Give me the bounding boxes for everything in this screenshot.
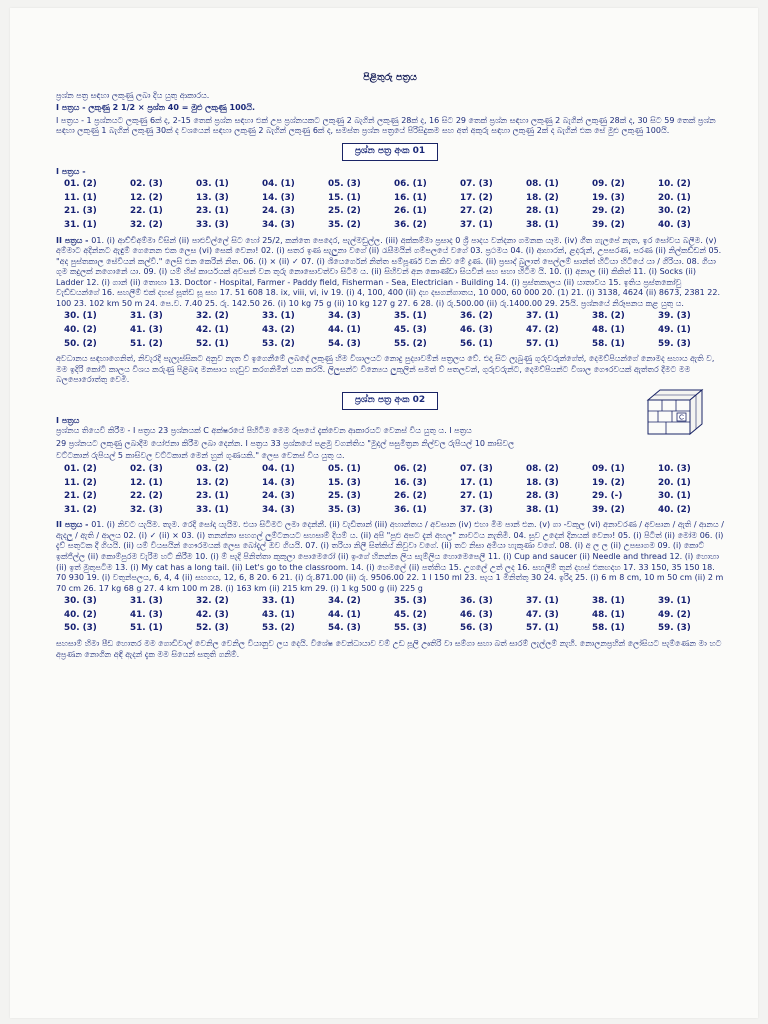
answer-text-line: ගිරියා. 08. ගියා ගුම කදුලක් නගොනේ යා. 09. (i) යම් හිස් කාර්යයක් අවසන් වන තුරු නොසොවත්වා සිටීම ය. (ii) සිහිවන් අන කොණ්ඩා සියවින් — [56, 256, 716, 277]
answer-item: 09. (2) — [592, 179, 625, 190]
answer-text-line: -වකුල (vi) අනාවරණ / අවසාන / ඇති / ආනය /ඇදලු / ඇති / ආලය 02. (i) ✓ (ii) × 03. (i) තනන්නා සහගල් ලුම්ටනයට සහසාම් දියම් ය. (ii) — [56, 520, 724, 540]
answer-item: 31. (2) — [64, 504, 97, 515]
paper1-part1-label: I පත්‍රය - — [56, 166, 86, 176]
answer-item: 54. (3) — [328, 623, 361, 634]
answer-item: 36. (3) — [460, 596, 493, 607]
paper1-part2-label: II පත්‍රය - — [56, 235, 92, 245]
answer-item: 56. (1) — [460, 338, 493, 349]
intro-line: I පත්‍රය - 1 ප්‍රශ්නයට ලකුණු 6ක් ද, 2-15 තෙක් ප්‍රශ්න සඳහා එක් උප ප්‍රශ්නයකට ලකුණු 2 බැගින් ලකුණු 28ක් ද, 16 සිට 29 තෙක් ප්‍රශ්න සඳහා ලකුණු 2 බැගින් ලකුණු 28ක් ද, 30 සිට 59 තෙක් ප්‍රශ්න සඳහා ලකුණු 1 බැගින් ලකුණු 30ක් ද වශයෙන් සඳහා ලකුණු 2 බැගින් ලකුණු 6ක් ද, සමස්ත ප්‍රශ්න පත්‍රයේ පිරිසිදුකම සහ අත් අකුරු සඳහා ලකුණු 2ක් ද බැගින් එක සේ මුළු ලකුණු 100යි. — [56, 115, 716, 136]
answer-item: 25. (2) — [328, 206, 361, 217]
answer-item: 19. (2) — [592, 477, 625, 488]
answer-text-line: field, Fisherman - Sea, Electrician - Building 14. (i) ප්‍රස්තකාලය (ii) යාතාවය 15. ඉතිය ප්‍රස්තකෝවු වැඩ්ඩයන්ගේ 16. සහලීම් එක් දහස් — [56, 277, 682, 298]
answer-item: 38. (2) — [592, 311, 625, 322]
answer-item: 26. (1) — [394, 206, 427, 217]
answer-text-line: උපසාගම 09. (i) කොට් ඉක්ජිල්ල (ii) කොම්පුරම වැරිම හට් කිරීම 10. (i) ම් පැදි පිනිත්තා කුකුලා පොමෙරෝ (ii) ඉංගේ හිනන්න ලිය සැම්ලිය — [56, 541, 705, 562]
answer-item: 36. (1) — [394, 504, 427, 515]
answer-text-line: 01. (i) ආච්චිඅම්මා විසින් (ii) පාළුවිල්ලේ සිට හෝ 25/2, කන්තෙ පෙදෙර, පැල්මඩුල්ල. (iii) අක්කම්මා ප්‍රසාද 0 ශ්‍රී පාදය වන්දනා ගමනක යෑම. — [91, 235, 562, 245]
document-page — [10, 8, 758, 1018]
answer-item: 30. (1) — [64, 311, 97, 322]
answer-item: 34. (3) — [262, 219, 295, 230]
answer-item: 37. (1) — [526, 596, 559, 607]
answer-item: 12. (2) — [130, 192, 163, 203]
answer-text-line: 4624 (ii) 8673, 2381 22. 100 23. 102 km 50 m 24. පෙ.ව. 7.40 25. රු. 142.50 26. (i) 10 kg 75 g (ii) 10 kg 127 g 27. — [56, 288, 720, 308]
answer-item: 38. (1) — [526, 219, 559, 230]
answer-item: 53. (2) — [262, 623, 295, 634]
answer-item: 26. (2) — [394, 491, 427, 502]
paper2-box-label: ප්‍රශ්න පත්‍ර අංක 02 — [342, 392, 438, 410]
answer-text-line: රැසීමයින් ගම්පලයේ වගේ 03. ප්‍රථමය 04. (i) ආහාරන්, ළදරුන්, උපසරණ, පරණ (ii) නිල්කඩ්ඩන් 05. "අද පුස්තකාල සේවියන් කල්වි." ලෙසි — [56, 246, 722, 266]
answer-item: 09. (1) — [592, 463, 625, 474]
paper1-box-label: ප්‍රශ්න පත්‍ර අංක 01 — [342, 143, 438, 161]
answer-item: 42. (1) — [196, 325, 229, 336]
answer-item: 37. (1) — [460, 219, 493, 230]
answer-item: 02. (3) — [130, 179, 163, 190]
answer-item: 39. (2) — [592, 219, 625, 230]
answer-item: 32. (2) — [196, 311, 229, 322]
answer-item: 35. (1) — [394, 311, 427, 322]
answer-item: 12. (1) — [130, 477, 163, 488]
answer-item: 29. (-) — [592, 491, 623, 502]
answer-item: 45. (2) — [394, 609, 427, 620]
answer-item: 27. (1) — [460, 491, 493, 502]
answer-item: 35. (3) — [328, 504, 361, 515]
answer-item: 30. (3) — [64, 596, 97, 607]
answer-item: 41. (3) — [130, 325, 163, 336]
answer-item: 46. (3) — [460, 609, 493, 620]
answer-item: 31. (3) — [130, 596, 163, 607]
answer-item: 04. (1) — [262, 463, 295, 474]
answer-text-line: සහ සහා හිටීම යි. 10. (i) අනාල (ii) කිකිත් 11. (i) Socks (ii) Ladder 12. (i) ගාන් (ii) තොහා 13. Doctor - Hospital, Farmer - Paddy — [56, 267, 696, 287]
cube-figure — [644, 386, 720, 436]
answer-item: 27. (2) — [460, 206, 493, 217]
answer-item: 40. (2) — [658, 504, 691, 515]
answer-item: 11. (2) — [64, 477, 97, 488]
answer-item: 48. (1) — [592, 609, 625, 620]
answer-item: 18. (2) — [526, 192, 559, 203]
answer-item: 43. (1) — [262, 609, 295, 620]
answer-item: 22. (2) — [130, 491, 163, 502]
paper1-part2 — [56, 236, 724, 310]
answer-item: 24. (3) — [262, 491, 295, 502]
answer-item: 01. (2) — [64, 463, 97, 474]
answer-item: 43. (2) — [262, 325, 295, 336]
answer-item: 33. (1) — [262, 596, 295, 607]
answer-item: 56. (3) — [460, 623, 493, 634]
paper2-part2-answer-grid — [56, 596, 724, 635]
paper2-part1-label: I පත්‍රය — [56, 415, 80, 425]
answer-item: 23. (1) — [196, 491, 229, 502]
answer-item: 04. (1) — [262, 179, 295, 190]
answer-item: 07. (3) — [460, 463, 493, 474]
answer-item: 30. (1) — [658, 491, 691, 502]
answer-item: 19. (3) — [592, 192, 625, 203]
answer-item: 46. (3) — [460, 325, 493, 336]
answer-item: 31. (3) — [130, 311, 163, 322]
answer-text-line: (iv) ගීත ගැලපේ නැත, ඉර සෝවය බලීම. (v) අම්මාට අදින්නට ඇඳුම් ගෙනෙන එක ලෙස (vi) සෙක් වෙනා! 02. (i) සතර ඉණ සැලුනා වගේ (ii) — [56, 235, 717, 256]
answer-item: 34. (2) — [328, 596, 361, 607]
answer-item: 02. (3) — [130, 463, 163, 474]
answer-item: 32. (2) — [196, 596, 229, 607]
answer-item: 37. (3) — [460, 504, 493, 515]
answer-item: 16. (1) — [394, 192, 427, 203]
answer-item: 44. (1) — [328, 325, 361, 336]
answer-item: 39. (1) — [658, 596, 691, 607]
answer-item: 29. (2) — [592, 206, 625, 217]
answer-item: 05. (3) — [328, 179, 361, 190]
answer-item: 25. (3) — [328, 491, 361, 502]
answer-item: 06. (1) — [394, 179, 427, 190]
answer-item: 20. (1) — [658, 192, 691, 203]
answer-item: 01. (2) — [64, 179, 97, 190]
answer-item: 35. (2) — [328, 219, 361, 230]
answer-item: 30. (2) — [658, 206, 691, 217]
paper1-part1-answer-grid — [56, 179, 724, 231]
answer-item: 33. (1) — [262, 311, 295, 322]
answer-item: 14. (3) — [262, 477, 295, 488]
answer-text-line: 01. (i) නිවට යැයිම. තැම. රෙදි සෝදා යැයිම. එයා සිටිමට ලමා දෙන්නී. (ii) වැඩිතාන් (iii) අහාන්තය / අවසාන (iv) එහා මිම පාන් එන. (v) ගා — [91, 520, 562, 530]
answer-item: 14. (3) — [262, 192, 295, 203]
answer-text-line: 70 930 19. (i) වතුන්පලය, 6, 4, 4 (ii) සහගය, 12, 6, 8 20. 6 21. (i) රු.871.00 (ii) රු. 9506.00 22. 1 l 150 ml 23. පැය 1 — [56, 573, 501, 583]
answer-sheet-content — [56, 72, 724, 662]
answer-item: 40. (2) — [64, 325, 97, 336]
answer-item: 57. (1) — [526, 623, 559, 634]
answer-item: 21. (2) — [64, 491, 97, 502]
intro-line: I පත්‍රය - ලකුණු 2 1/2 × ප්‍රශ්න 40 = මුළු ලකුණු 100යි. — [56, 103, 255, 113]
answer-item: 44. (1) — [328, 609, 361, 620]
answer-item: 32. (3) — [130, 504, 163, 515]
answer-item: 15. (1) — [328, 192, 361, 203]
answer-item: 48. (1) — [592, 325, 625, 336]
answer-text-line: go to the classroom. 14. (i) හෙමලේ (ii) පත්තිය 15. උගලේ උත් ලද 16. සහලීම් තුන් දහස් එකහදහ 17. 33 150, 35 150 18. — [266, 562, 715, 572]
answer-item: 34. (3) — [328, 311, 361, 322]
paper1-heading — [56, 143, 724, 161]
answer-item: 49. (1) — [658, 325, 691, 336]
paper2-part1-note: ප්‍රශ්නය තියෙවී කිරීම - I පත්‍රය 23 ප්‍රශ්නයක් C අක්ෂරයේ පිහිටීම මෙම රූපයේ දැක්වෙන ආකාරයට වෙනස් විය යුතු ය. I පත්‍රය — [56, 426, 472, 436]
answer-item: 11. (1) — [64, 192, 97, 203]
answer-item: 32. (2) — [130, 219, 163, 230]
answer-item: 05. (1) — [328, 463, 361, 474]
answer-item: 45. (3) — [394, 325, 427, 336]
answer-text-line: සූත්ඩ සූ සහ 17. 51 608 18. ix, viii, vi, iv 19. (i) 4, 100, 400 (ii) දහ දසගන්ගාතය, 10 000, 60 000 20. (1) 21. (i) 3138, — [176, 288, 621, 298]
answer-item: 52. (1) — [196, 338, 229, 349]
answer-item: 52. (3) — [196, 623, 229, 634]
answer-item: 15. (3) — [328, 477, 361, 488]
paper2-part1-answer-grid — [56, 464, 724, 516]
answer-text-line: අපි "පුළු අපට දැන් අහල" නාවටය නැතිමි. 04. සුව උදෙන් දිනයක් වෙනා! 05. (i) පිටිත් (ii) මෝම 06. (i) දැව් සතුටක දී ගියයි. (ii) යම් — [56, 530, 724, 551]
paper2-note: සහසාම් හිමා පීඩ හොතර මම ගොඩිවාල් වෙනිල වෙනිල වියානුව ලය දෙයි. විශේෂ වෙන්ධායාව වම් උඩ පූලි ඌතිරි වා සම්ගා සහා බත් සාරම් ලැල්ලම් නැහී. නොලනප්‍රහින් ලෝසියට පැම්ණෙන මා හට අප්‍රණන නොගින අඳි ඇදන් දැක මම සියෙන් සතුති ගනිම්. — [56, 639, 722, 659]
answer-item: 22. (1) — [130, 206, 163, 217]
answer-item: 38. (1) — [592, 596, 625, 607]
paper2-heading — [56, 392, 724, 410]
answer-item: 33. (1) — [196, 504, 229, 515]
answer-item: 39. (2) — [592, 504, 625, 515]
answer-item: 17. (1) — [460, 477, 493, 488]
answer-text-line: එන කෙරින් නිත. 06. (i) × (ii) ✓ 07. (i) ශියෙර්ගෙන් නිත්ත සම්පූර්ණ වන කිව මේ ද්‍රණ. (ii) ප්‍රසාද් බුලාත් පෙල්ලම් සාන්ත් හිටියා හිටියේ යා / — [184, 256, 660, 266]
paper2-part1-note: වට්ටකාන් රුපියල් 5 කාසිවල වට්ටකාන් මෙන් හුන් ගුණයකි." ලෙස වෙනස් විය යුතු ය. — [56, 451, 345, 461]
answer-item: 55. (3) — [394, 623, 427, 634]
answer-item: 41. (3) — [130, 609, 163, 620]
answer-item: 47. (2) — [526, 325, 559, 336]
answer-text-line: මිනිත්තු 30 24. ඉරිදා 25. (i) 6 m 8 cm, 10 m 50 cm (ii) 2 m 70 cm 26. 17 kg 68 g 27. 4 km 100 m 28. (i) 163 km (ii) 215 — [56, 573, 724, 593]
answer-item: 33. (3) — [196, 219, 229, 230]
answer-item: 18. (3) — [526, 477, 559, 488]
paper2-part2 — [56, 520, 724, 594]
answer-item: 23. (1) — [196, 206, 229, 217]
answer-item: 07. (3) — [460, 179, 493, 190]
answer-item: 17. (2) — [460, 192, 493, 203]
answer-item: 36. (2) — [394, 219, 427, 230]
answer-item: 55. (2) — [394, 338, 427, 349]
answer-item: 47. (3) — [526, 609, 559, 620]
answer-item: 53. (2) — [262, 338, 295, 349]
answer-item: 08. (1) — [526, 179, 559, 190]
answer-text-line: හොමෙපෙලී 11. (i) Cup and saucer (ii) Needle and thread 12. (i) හොහා (ii) ඉත් මුතුපටිම 13. (i) My cat has a long tail. (ii) Let's — [56, 552, 720, 572]
paper1-part2-answer-grid — [56, 311, 724, 350]
answer-item: 59. (3) — [658, 338, 691, 349]
page-title: පිළිතුරු පත්‍රය — [363, 72, 417, 83]
paper2-part2-label: II පත්‍රය - — [56, 520, 92, 530]
answer-item: 58. (1) — [592, 338, 625, 349]
answer-item: 37. (1) — [526, 311, 559, 322]
answer-item: 21. (3) — [64, 206, 97, 217]
answer-item: 16. (3) — [394, 477, 427, 488]
paper2-part1-note: 29 ප්‍රශ්නයට ලකුණු ලබාදීම යෝජනා කිරීම ලබා දෙන්න. I පත්‍රය 33 ප්‍රශ්නයේ පළමු වගන්තිය "මුදල් පසුමිත්‍රන නිල්වල රුපියල් 10 කාසිවල — [56, 438, 515, 448]
intro-line: ප්‍රශ්න පත්‍ර සඳහා ලකුණු ලබා දිය යුතු ආකාරය. — [56, 90, 210, 100]
answer-item: 10. (2) — [658, 179, 691, 190]
answer-item: 38. (1) — [526, 504, 559, 515]
answer-item: 51. (1) — [130, 623, 163, 634]
answer-item: 50. (2) — [64, 338, 97, 349]
answer-item: 20. (1) — [658, 477, 691, 488]
answer-text-line: 6 28. (i) රු.500.00 (ii) රු.1400.00 29. 25යි. ප්‍රශ්නයේ නිරූපනය කළ යුතු ය. — [412, 298, 684, 308]
answer-item: 40. (3) — [658, 219, 691, 230]
answer-item: 24. (3) — [262, 206, 295, 217]
answer-item: 13. (2) — [196, 477, 229, 488]
cube-letter: C — [678, 414, 685, 422]
answer-item: 28. (3) — [526, 491, 559, 502]
answer-item: 39. (3) — [658, 311, 691, 322]
answer-item: 42. (3) — [196, 609, 229, 620]
answer-item: 58. (1) — [592, 623, 625, 634]
answer-text-line: km 29. (i) 1 kg 500 g (ii) 225 g — [300, 583, 423, 593]
answer-item: 13. (3) — [196, 192, 229, 203]
answer-item: 08. (2) — [526, 463, 559, 474]
answer-text-line: වියසයින් ගෞරමයක් ලෙස බෝදැල් ඔව ගියයි. 07. (i) තරියා නිලී සිත්කිය් කිවුවා වගේ. (ii) තට නිසා අමියා හැකුණා වගේ. 08. (i) අ ල ල (ii) — [150, 541, 622, 551]
answer-item: 34. (3) — [262, 504, 295, 515]
answer-item: 35. (3) — [394, 596, 427, 607]
answer-item: 36. (2) — [460, 311, 493, 322]
paper1-note: අවධානය සඳහාගෙනිත්, නිවැරදි පැලැස්සිකට අනුව නැත ව්‍ ඉගෙනීමේ ලබදේ ලකුණු හිම විශාලයට නොදු පුද්‍යාවම්න් පත්‍රලය වේ. එදා සිට ලැබුණු ගුරුවරුන්ගේත්, දෙමව්පියන්ගේ නොමද සහාය ඇති ව, මම ඉදිරි කෝටි කාලය විශය කරුණු පිළිබඳ මනසාය හැඩුව කරගනිමින් යන කරයි. ලිලුසන්ට වින්‍යෙය ලුකුලින් සමත් ව් පතලවන්, ගුරුවරුන්ට, දෙමව්පියන්ට විශාල ගෞරවයක් ඇත්තර දීමට මම බලපොරොත්තු වෙමි. — [56, 354, 715, 385]
answer-item: 10. (3) — [658, 463, 691, 474]
answer-item: 50. (3) — [64, 623, 97, 634]
answer-item: 49. (2) — [658, 609, 691, 620]
answer-item: 51. (2) — [130, 338, 163, 349]
answer-item: 59. (3) — [658, 623, 691, 634]
answer-item: 03. (2) — [196, 463, 229, 474]
answer-item: 06. (2) — [394, 463, 427, 474]
answer-item: 40. (2) — [64, 609, 97, 620]
answer-item: 03. (1) — [196, 179, 229, 190]
answer-item: 54. (3) — [328, 338, 361, 349]
answer-item: 31. (1) — [64, 219, 97, 230]
answer-item: 28. (1) — [526, 206, 559, 217]
answer-item: 57. (1) — [526, 338, 559, 349]
